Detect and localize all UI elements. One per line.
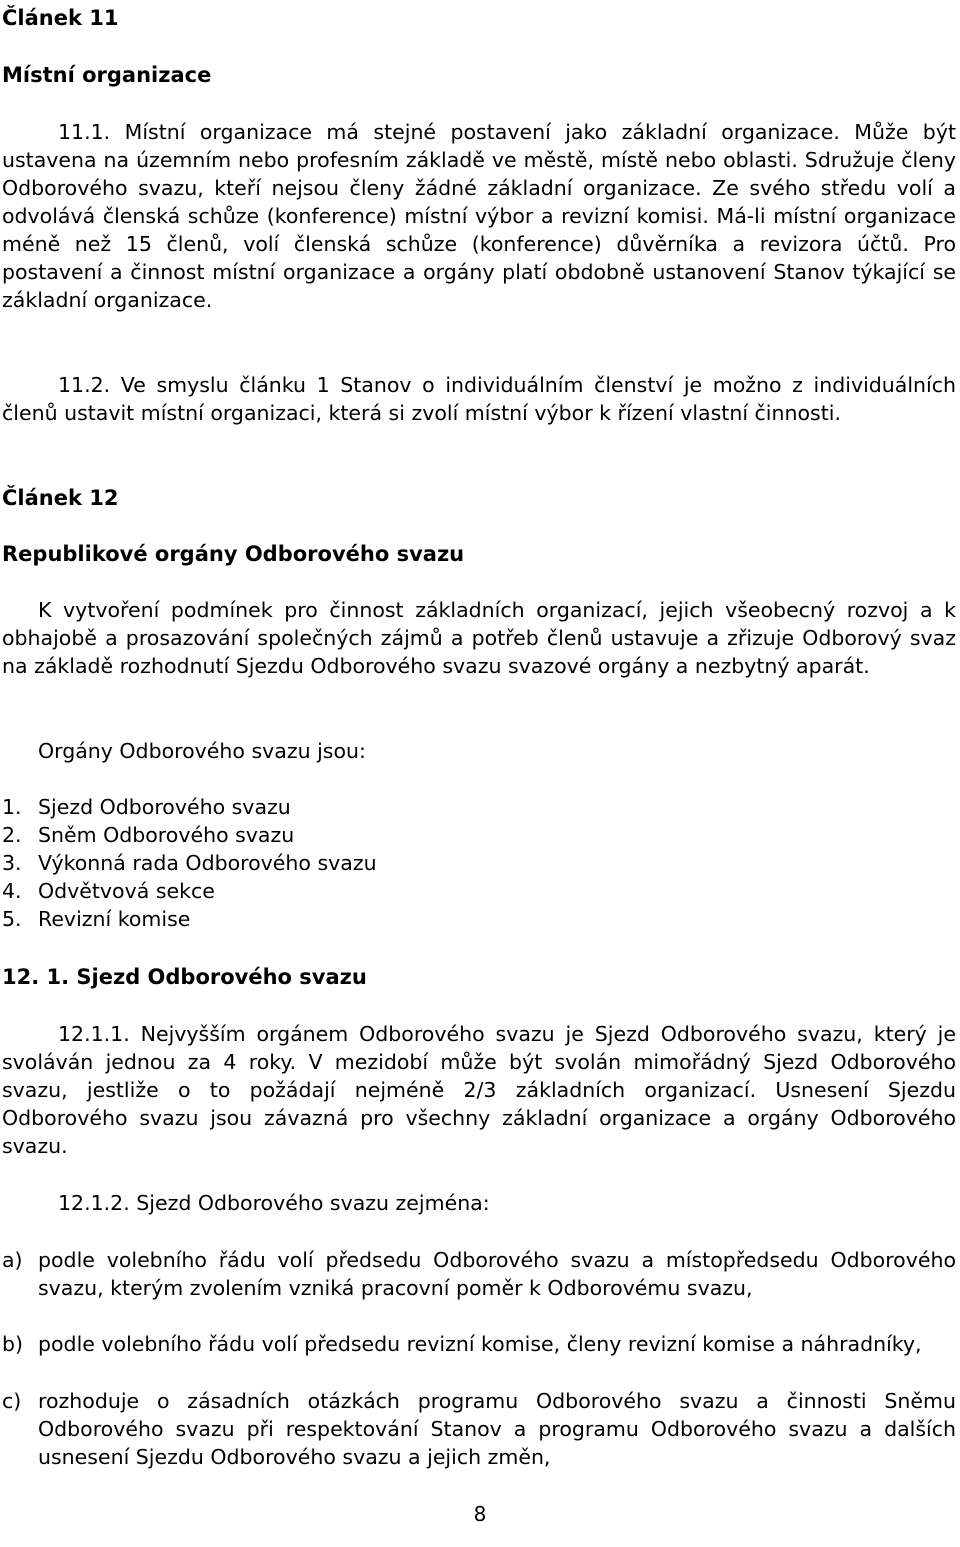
paragraph-number: 12.1.1. [58, 1022, 130, 1046]
paragraph-number: 11.1. [58, 120, 111, 144]
list-item-number: 2. [2, 823, 22, 847]
paragraph-11-1 [2, 118, 956, 314]
paragraph-12-1-2 [2, 1189, 490, 1217]
list-item-b [2, 1330, 956, 1358]
list-item-marker: b) [2, 1332, 24, 1356]
paragraph-text: Ve smyslu článku 1 Stanov o individuálním členství je možno z individuálních členů ustavit místní organizaci, která si zvolí místní výbor k řízení vlastní činnosti. [2, 373, 956, 425]
list-item-text: rozhoduje o zásadních otázkách programu Odborového svazu a činnosti Sněmu Odborového svazu při respektování Stanov a programu Odborového svazu a dalších usnesení Sjezdu Odborového svazu a jejich změn, [38, 1389, 956, 1469]
organs-list [2, 793, 377, 933]
list-item-label: Odvětvová sekce [38, 879, 215, 903]
list-item-text: podle volebního řádu volí předsedu revizní komise, členy revizní komise a náhradníky, [38, 1332, 922, 1356]
paragraph-12-1-1 [2, 1020, 956, 1160]
list-item-label: Sněm Odborového svazu [38, 823, 295, 847]
list-item-number: 3. [2, 851, 22, 875]
paragraph-number: 12.1.2. [58, 1191, 130, 1215]
article-11-title: Místní organizace [2, 63, 212, 87]
page-number: 8 [473, 1502, 487, 1526]
list-item-marker: c) [2, 1389, 22, 1413]
list-item-number: 4. [2, 879, 22, 903]
list-item-number: 1. [2, 795, 22, 819]
paragraph-text: Místní organizace má stejné postavení jako základní organizace. Může být ustavena na územním nebo profesním základě ve městě, místě nebo oblasti. Sdružuje členy Odborového svazu, kteří nejsou členy žádné základní organizace. Ze svého středu volí a odvolává členská schůze (konference) místní výbor a revizní komisi. Má-li místní organizace méně než 15 členů, volí členská schůze (konference) důvěrníka a revizora účtů. Pro postavení a činnost místní organizace a orgány platí obdobně ustanovení Stanov týkající se základní organizace. [2, 120, 956, 312]
paragraph-text: Sjezd Odborového svazu zejména: [136, 1191, 490, 1215]
article-12-heading: Článek 12 [2, 486, 119, 510]
list-item [2, 905, 377, 933]
paragraph-text: Nejvyšším orgánem Odborového svazu je Sjezd Odborového svazu, který je svoláván jednou za 4 roky. V mezidobí může být svolán mimořádný Sjezd Odborového svazu, jestliže o to požádají nejméně 2/3 základních organizací. Usnesení Sjezdu Odborového svazu jsou závazná pro všechny základní organizace a orgány Odborového svazu. [2, 1022, 956, 1158]
organs-label: Orgány Odborového svazu jsou: [38, 739, 366, 763]
list-item-marker: a) [2, 1248, 23, 1272]
list-item-label: Sjezd Odborového svazu [38, 795, 291, 819]
paragraph-number: 11.2. [58, 373, 111, 397]
list-item-label: Revizní komise [38, 907, 191, 931]
list-item [2, 821, 377, 849]
list-item-label: Výkonná rada Odborového svazu [38, 851, 377, 875]
article-12-intro: K vytvoření podmínek pro činnost základních organizací, jejich všeobecný rozvoj a k obhajobě a prosazování společných zájmů a potřeb členů ustavuje a zřizuje Odborový svaz na základě rozhodnutí Sjezdu Odborového svazu svazové orgány a nezbytný aparát. [2, 598, 956, 678]
list-item-a [2, 1246, 956, 1302]
article-11-heading: Článek 11 [2, 6, 119, 30]
list-item [2, 877, 377, 905]
section-12-1-heading: 12. 1. Sjezd Odborového svazu [2, 965, 367, 989]
article-12-title: Republikové orgány Odborového svazu [2, 542, 465, 566]
list-item-number: 5. [2, 907, 22, 931]
list-item [2, 849, 377, 877]
list-item [2, 793, 377, 821]
list-item-text: podle volebního řádu volí předsedu Odborového svazu a místopředsedu Odborového svazu, kterým zvolením vzniká pracovní poměr k Odborovému svazu, [38, 1248, 956, 1300]
list-item-c [2, 1387, 956, 1471]
paragraph-11-2 [2, 371, 956, 427]
